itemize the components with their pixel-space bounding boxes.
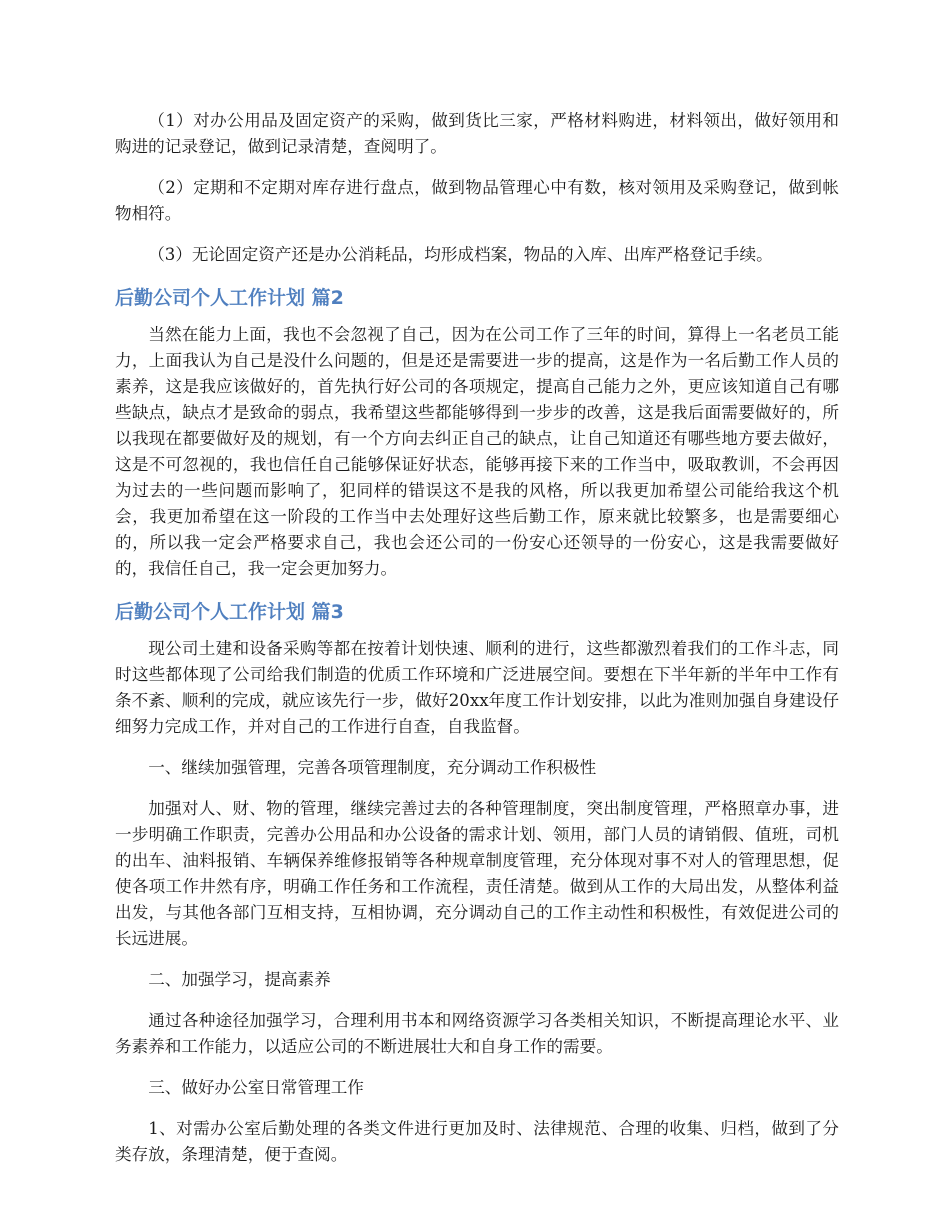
paragraph-inventory-check: （2）定期和不定期对库存进行盘点，做到物品管理心中有数，核对领用及采购登记，做到帐物相符。 xyxy=(115,178,839,223)
subheading-office-work: 三、做好办公室日常管理工作 xyxy=(148,1078,364,1097)
subheading-learning: 二、加强学习，提高素养 xyxy=(148,970,331,989)
subheading-management: 一、继续加强管理，完善各项管理制度，充分调动工作积极性 xyxy=(148,758,597,777)
section-heading-part2: 后勤公司个人工作计划 篇2 xyxy=(115,287,344,309)
paragraph-procurement: （1）对办公用品及固定资产的采购，做到货比三家，严格材料购进，材料领出，做好领用和购进的记录登记，做到记录清楚，查阅明了。 xyxy=(115,111,839,156)
section-heading-part3: 后勤公司个人工作计划 篇3 xyxy=(115,601,344,623)
paragraph-learning: 通过各种途径加强学习，合理利用书本和网络资源学习各类相关知识，不断提高理论水平、业务素养和工作能力，以适应公司的不断进展壮大和自身工作的需要。 xyxy=(115,1011,839,1056)
paragraph-document-filing: 1、对需办公室后勤处理的各类文件进行更加及时、法律规范、合理的收集、归档，做到了分类存放，条理清楚，便于查阅。 xyxy=(115,1119,839,1164)
document-page xyxy=(115,108,839,1183)
paragraph-archiving: （3）无论固定资产还是办公消耗品，均形成档案，物品的入库、出库严格登记手续。 xyxy=(148,245,773,264)
paragraph-management: 加强对人、财、物的管理，继续完善过去的各种管理制度，突出制度管理，严格照章办事，进一步明确工作职责，完善办公用品和办公设备的需求计划、领用，部门人员的请销假、值班，司机的出车、油料报销、车辆保养维修报销等各种规章制度管理，充分体现对事不对人的管理思想，促使各项工作井然有序，明确工作任务和工作流程，责任清楚。做到从工作的大局出发，从整体利益出发，与其他各部门互相支持，互相协调，充分调动自己的工作主动性和积极性，有效促进公司的长远进展。 xyxy=(115,799,839,948)
paragraph-intro: 现公司土建和设备采购等都在按着计划快速、顺利的进行，这些都激烈着我们的工作斗志，同时这些都体现了公司给我们制造的优质工作环境和广泛进展空间。要想在下半年新的半年中工作有条不紊、顺利的完成，就应该先行一步，做好20xx年度工作计划安排，以此为准则加强自身建设仔细努力完成工作，并对自己的工作进行自查，自我监督。 xyxy=(115,639,839,736)
paragraph-self-improvement: 当然在能力上面，我也不会忽视了自己，因为在公司工作了三年的时间，算得上一名老员工能力，上面我认为自己是没什么问题的，但是还是需要进一步的提高，这是作为一名后勤工作人员的素养，这是我应该做好的，首先执行好公司的各项规定，提高自己能力之外，更应该知道自己有哪些缺点，缺点才是致命的弱点，我希望这些都能够得到一步步的改善，这是我后面需要做好的，所以我现在都要做好及的规划，有一个方向去纠正自己的缺点，让自己知道还有哪些地方要去做好，这是不可忽视的，我也信任自己能够保证好状态，能够再接下来的工作当中，吸取教训，不会再因为过去的一些问题而影响了，犯同样的错误这不是我的风格，所以我更加希望公司能给我这个机会，我更加希望在这一阶段的工作当中去处理好这些后勤工作，原来就比较繁多，也是需要细心的，所以我一定会严格要求自己，我也会还公司的一份安心还领导的一份安心，这是我需要做好的，我信任自己，我一定会更加努力。 xyxy=(115,325,839,578)
